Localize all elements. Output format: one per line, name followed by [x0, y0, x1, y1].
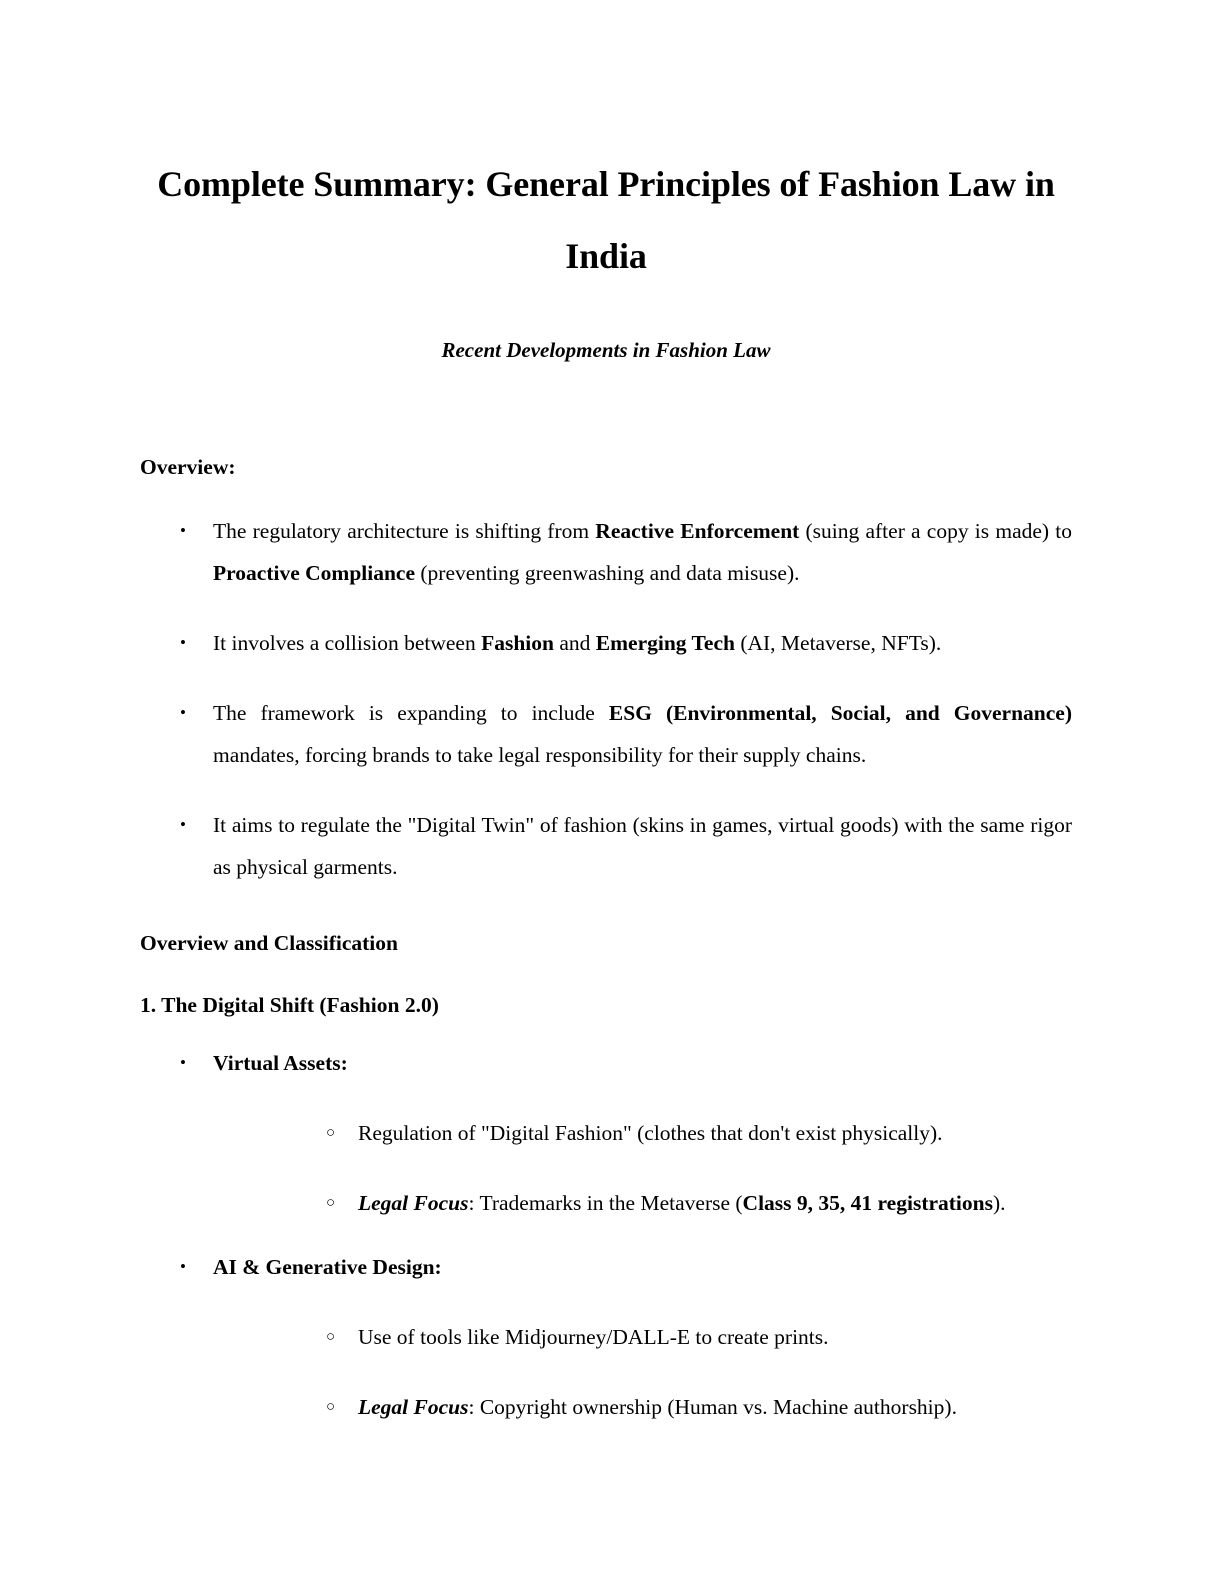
overview-bullet-item	[140, 692, 1072, 776]
bullet-dot-icon: •	[180, 521, 186, 540]
bullet-dot-icon: •	[180, 815, 186, 834]
text-run: It aims to regulate the "Digital Twin" of fashion (skins in games, virtual goods) with the same rigor as physical garments.	[213, 813, 1072, 879]
bullet-text	[213, 631, 941, 655]
overview-bullet-list	[140, 510, 1072, 888]
bullet-circle-icon: ○	[326, 1329, 336, 1345]
sub-bullet-list	[213, 1112, 1072, 1224]
classification-group-item	[140, 1042, 1072, 1224]
digital-shift-subheading: 1. The Digital Shift (Fashion 2.0)	[140, 993, 439, 1017]
text-run: It involves a collision between	[213, 631, 482, 655]
text-run: (suing after a copy is made) to	[799, 519, 1072, 543]
bullet-text	[213, 813, 1072, 879]
text-run: and	[553, 631, 596, 655]
text-run: Fashion	[481, 631, 554, 655]
bullet-dot-icon: •	[180, 1053, 186, 1072]
sub-bullet-item	[213, 1316, 1072, 1358]
overview-bullet-item	[140, 804, 1072, 888]
text-run: Class 9, 35, 41 registrations	[742, 1191, 993, 1215]
sub-bullet-item	[213, 1112, 1072, 1154]
bullet-text	[213, 701, 1072, 767]
group-lead-label: Virtual Assets:	[213, 1051, 348, 1075]
bullet-text	[213, 519, 1072, 585]
document-title: Complete Summary: General Principles of Fashion Law in India	[157, 164, 1055, 276]
text-run: Legal Focus	[358, 1395, 469, 1419]
bullet-dot-icon: •	[180, 1257, 186, 1276]
overview-bullet-item	[140, 622, 1072, 664]
sub-bullet-text	[358, 1191, 1006, 1215]
classification-group-item	[140, 1246, 1072, 1428]
text-run: : Copyright ownership (Human vs. Machine authorship).	[468, 1395, 957, 1419]
text-run: ESG (Environmental, Social, and Governance)	[608, 701, 1072, 725]
text-run: The framework is expanding to include	[213, 701, 609, 725]
document-content	[140, 0, 1072, 1428]
text-run: Emerging Tech	[595, 631, 735, 655]
text-run: Proactive Compliance	[213, 561, 416, 585]
text-run: Use of tools like Midjourney/DALL-E to create prints.	[358, 1325, 829, 1349]
bullet-circle-icon: ○	[326, 1195, 336, 1211]
sub-bullet-text	[358, 1325, 829, 1349]
text-run: (AI, Metaverse, NFTs).	[734, 631, 942, 655]
text-run: : Trademarks in the Metaverse (	[468, 1191, 743, 1215]
overview-heading: Overview:	[140, 455, 236, 479]
group-lead-label: AI & Generative Design:	[213, 1255, 442, 1279]
text-run: ).	[992, 1191, 1006, 1215]
sub-bullet-text	[358, 1121, 943, 1145]
text-run: mandates, forcing brands to take legal responsibility for their supply chains.	[213, 743, 867, 767]
bullet-dot-icon: •	[180, 633, 186, 652]
text-run: Reactive Enforcement	[595, 519, 800, 543]
text-run: The regulatory architecture is shifting from	[213, 519, 596, 543]
bullet-dot-icon: •	[180, 703, 186, 722]
bullet-circle-icon: ○	[326, 1399, 336, 1415]
sub-bullet-item	[213, 1182, 1072, 1224]
document-subtitle: Recent Developments in Fashion Law	[441, 338, 771, 362]
classification-bullet-list	[140, 1042, 1072, 1428]
sub-bullet-item	[213, 1386, 1072, 1428]
sub-bullet-text	[358, 1395, 957, 1419]
text-run: Regulation of "Digital Fashion" (clothes that don't exist physically).	[358, 1121, 943, 1145]
overview-bullet-item	[140, 510, 1072, 594]
classification-heading: Overview and Classification	[140, 931, 398, 955]
text-run: Legal Focus	[358, 1191, 469, 1215]
sub-bullet-list	[213, 1316, 1072, 1428]
text-run: (preventing greenwashing and data misuse).	[415, 561, 800, 585]
bullet-circle-icon: ○	[326, 1125, 336, 1141]
